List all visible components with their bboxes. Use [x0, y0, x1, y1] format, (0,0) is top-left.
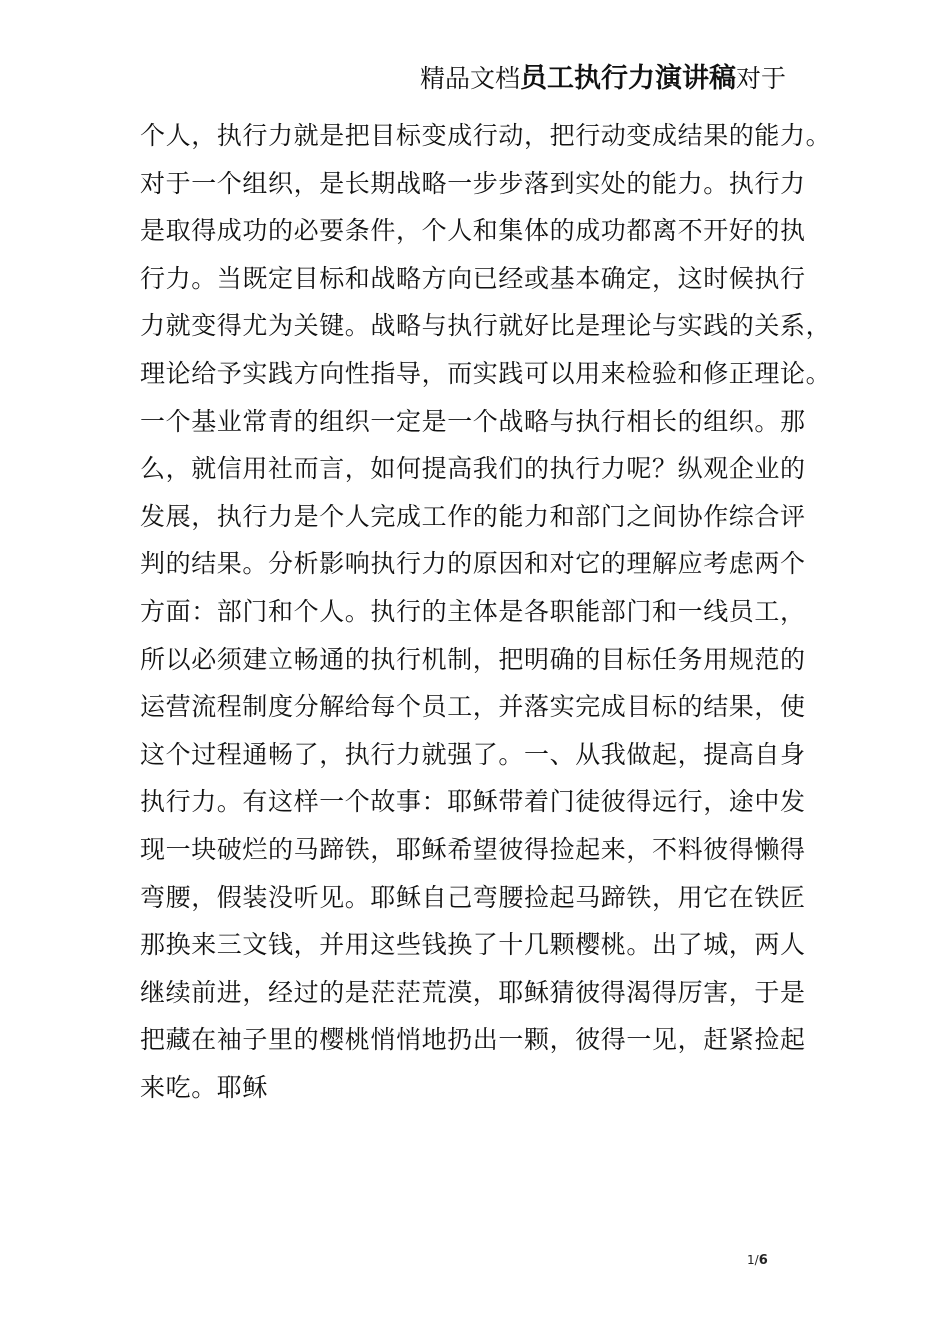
text-line: 么，就信用社而言，如何提高我们的执行力呢？纵观企业的	[140, 454, 806, 484]
text-line: 方面：部门和个人。执行的主体是各职能部门和一线员工，	[140, 596, 806, 626]
text-line: 理论给予实践方向性指导，而实践可以用来检验和修正理论。	[140, 358, 832, 388]
text-line: 判的结果。分析影响执行力的原因和对它的理解应考虑两个	[140, 549, 806, 579]
text-line: 把藏在袖子里的樱桃悄悄地扔出一颗，彼得一见，赶紧捡起	[140, 1025, 806, 1055]
text-line: 那换来三文钱，并用这些钱换了十几颗樱桃。出了城，两人	[140, 930, 806, 960]
text-line: 对于一个组织，是长期战略一步步落到实处的能力。执行力	[140, 168, 806, 198]
text-line: 发展，执行力是个人完成工作的能力和部门之间协作综合评	[140, 501, 806, 531]
text-line: 所以必须建立畅通的执行机制，把明确的目标任务用规范的	[140, 644, 806, 674]
text-line: 执行力。有这样一个故事：耶稣带着门徒彼得远行，途中发	[140, 787, 806, 817]
document-title: 员工执行力演讲稿	[520, 63, 737, 94]
header-line	[420, 62, 786, 96]
page-number	[747, 1253, 768, 1268]
header-prefix: 精品文档	[420, 64, 521, 93]
text-line: 力就变得尤为关键。战略与执行就好比是理论与实践的关系，	[140, 311, 832, 341]
text-line: 行力。当既定目标和战略方向已经或基本确定，这时候执行	[140, 263, 806, 293]
page-number-current: 1/	[747, 1253, 759, 1267]
text-line: 个人，执行力就是把目标变成行动，把行动变成结果的能力。	[140, 121, 832, 150]
text-line: 一个基业常青的组织一定是一个战略与执行相长的组织。那	[140, 406, 806, 436]
text-line: 继续前进，经过的是茫茫荒漠，耶稣猜彼得渴得厉害，于是	[140, 977, 806, 1007]
text-line: 运营流程制度分解给每个员工，并落实完成目标的结果，使	[140, 692, 806, 722]
text-line: 这个过程通畅了，执行力就强了。一、从我做起，提高自身	[140, 739, 806, 769]
text-line: 来吃。耶稣	[140, 1072, 269, 1102]
body-text	[140, 112, 840, 1111]
page-number-total: 6	[758, 1253, 768, 1268]
text-line: 现一块破烂的马蹄铁，耶稣希望彼得捡起来，不料彼得懒得	[140, 834, 806, 864]
text-line: 弯腰，假装没听见。耶稣自己弯腰捡起马蹄铁，用它在铁匠	[140, 882, 806, 912]
header-suffix: 对于	[736, 64, 787, 93]
text-line: 是取得成功的必要条件，个人和集体的成功都离不开好的执	[140, 216, 806, 246]
